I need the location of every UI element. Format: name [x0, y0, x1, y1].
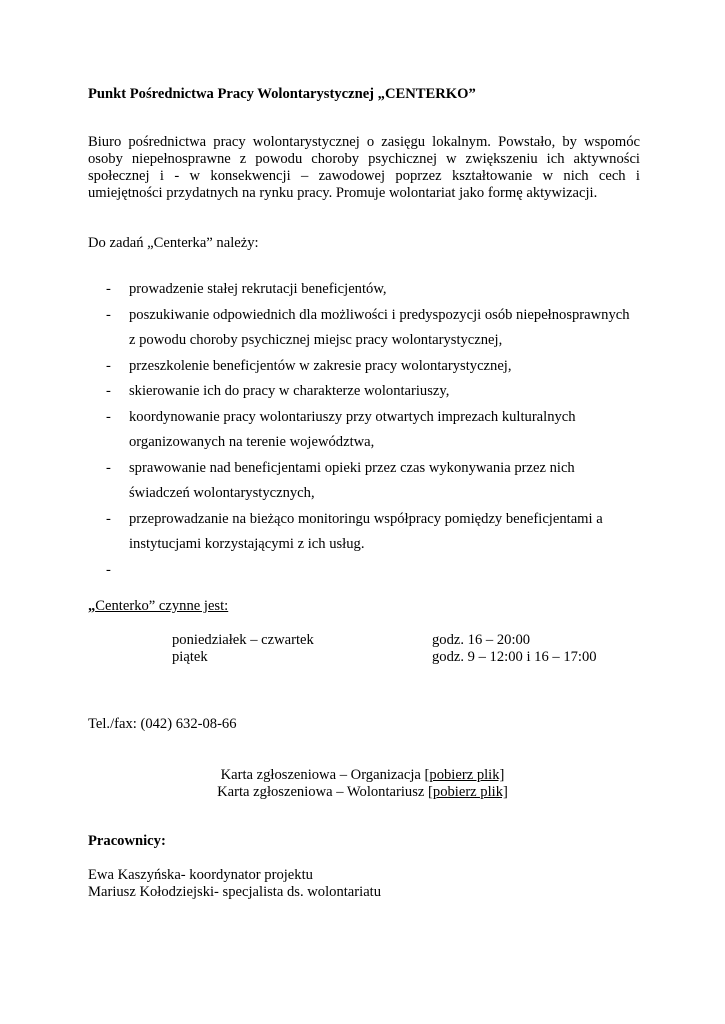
staff-heading: Pracownicy:: [88, 833, 166, 849]
task-text: prowadzenie stałej rekrutacji beneficjentów,: [129, 281, 387, 297]
bullet-dash: -: [106, 510, 111, 527]
bullet-dash: -: [106, 561, 111, 578]
intro-paragraph: [88, 134, 640, 202]
list-item: [88, 405, 648, 431]
task-list: [88, 277, 648, 583]
staff-member: Ewa Kaszyńska- koordynator projektu: [88, 867, 313, 883]
form-label: Karta zgłoszeniowa – Wolontariusz: [217, 784, 429, 800]
list-item: [88, 277, 648, 303]
task-text: świadczeń wolontarystycznych,: [129, 485, 315, 501]
list-item: [88, 379, 648, 405]
task-text: przeszkolenie beneficjentów w zakresie pracy wolontarystycznej,: [129, 357, 512, 374]
bullet-dash: -: [106, 459, 111, 476]
heading-quote: „: [88, 598, 96, 614]
form-line-volunteer: [0, 784, 725, 801]
bullet-dash: -: [106, 408, 111, 425]
list-item-empty: [88, 558, 648, 584]
bullet-dash: -: [106, 383, 111, 399]
task-text: organizowanych na terenie województwa,: [129, 434, 375, 450]
page-title: Punkt Pośrednictwa Pracy Wolontarystycznej „CENTERKO”: [88, 86, 476, 102]
form-label: Karta zgłoszeniowa – Organizacja: [220, 767, 425, 783]
list-item-continuation: [88, 328, 648, 354]
intro-line: umiejętności przydatnych na rynku pracy. Promuje wolontariat jako formę aktywizacji.: [88, 185, 598, 201]
staff-member: Mariusz Kołodziejski- specjalista ds. wolontariatu: [88, 884, 382, 900]
intro-line: Biuro pośrednictwa pracy wolontarystycznej o zasięgu lokalnym. Powstało, by wspomóc: [88, 134, 640, 150]
intro-line: osoby niepełnosprawne z powodu choroby psychicznej w zwiększeniu ich aktywności: [88, 151, 640, 167]
list-item: [88, 303, 648, 329]
task-text: przeprowadzanie na bieżąco monitoringu współpracy pomiędzy beneficjentami a: [129, 510, 603, 527]
list-item-continuation: [88, 532, 648, 558]
hours-days: poniedziałek – czwartek: [172, 632, 314, 648]
intro-line: społecznej i - w konsekwencji – zawodowej poprzez kształtowanie w nich cech i: [88, 168, 640, 184]
bullet-dash: -: [106, 357, 111, 374]
task-text: poszukiwanie odpowiednich dla możliwości i predyspozycji osób niepełnosprawnych: [129, 306, 630, 323]
list-item-continuation: [88, 481, 648, 507]
task-text: z powodu choroby psychicznej miejsc pracy wolontarystycznej,: [129, 332, 503, 348]
bullet-dash: -: [106, 281, 111, 297]
bullet-dash: -: [106, 306, 111, 323]
tasks-heading: Do zadań „Centerka” należy:: [88, 235, 259, 251]
list-item: [88, 456, 648, 482]
heading-text: Centerko” czynne jest:: [95, 598, 229, 614]
download-link[interactable]: [pobierz plik]: [424, 767, 505, 783]
hours-time: godz. 9 – 12:00 i 16 – 17:00: [432, 649, 597, 665]
task-text: instytucjami korzystającymi z ich usług.: [129, 536, 365, 552]
hours-days: piątek: [172, 649, 208, 665]
list-item: [88, 354, 648, 380]
download-link[interactable]: [pobierz plik]: [428, 784, 508, 800]
list-item: [88, 507, 648, 533]
task-text: koordynowanie pracy wolontariuszy przy otwartych imprezach kulturalnych: [129, 408, 576, 425]
list-item-continuation: [88, 430, 648, 456]
opening-hours-heading: [88, 598, 228, 615]
task-text: skierowanie ich do pracy w charakterze wolontariuszy,: [129, 383, 450, 399]
hours-time: godz. 16 – 20:00: [432, 632, 531, 648]
phone-fax: Tel./fax: (042) 632-08-66: [88, 716, 237, 732]
form-line-organization: [0, 767, 725, 784]
task-text: sprawowanie nad beneficjentami opieki przez czas wykonywania przez nich: [129, 459, 575, 476]
